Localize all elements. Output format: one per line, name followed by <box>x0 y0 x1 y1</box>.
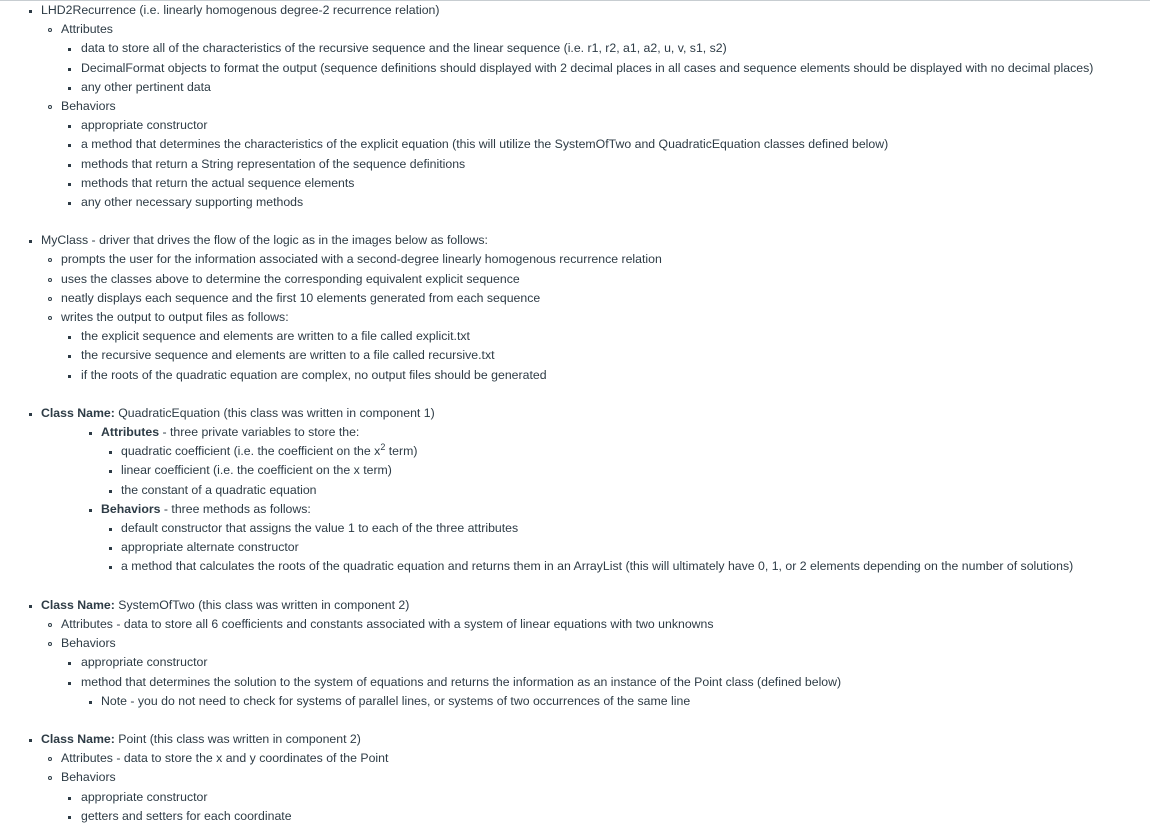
list-item: Attributes - data to store all 6 coefficients and constants associated with a system of linear equations with two unknowns <box>0 615 1150 634</box>
list-item: appropriate constructor <box>0 788 1150 807</box>
list-item: any other necessary supporting methods <box>0 193 1150 212</box>
list-item: uses the classes above to determine the corresponding equivalent explicit sequence <box>0 270 1150 289</box>
list-item: DecimalFormat objects to format the output (sequence definitions should displayed with 2 decimal places in all cases and sequence elements should be displayed with no decimal places) <box>0 59 1150 78</box>
class-name-label: Class Name: <box>41 597 115 612</box>
list-item: neatly displays each sequence and the first 10 elements generated from each sequence <box>0 289 1150 308</box>
class-name-label: Class Name: <box>41 731 115 746</box>
list-item: the recursive sequence and elements are written to a file called recursive.txt <box>0 346 1150 365</box>
list-item: method that determines the solution to the system of equations and returns the information as an instance of the Point class (defined below) <box>0 673 1150 692</box>
list-item: data to store all of the characteristics of the recursive sequence and the linear sequence (i.e. r1, r2, a1, a2, u, v, s1, s2) <box>0 39 1150 58</box>
quadratic-title: QuadraticEquation (this class was written in component 1) <box>114 405 435 420</box>
lhd2-attributes-heading: Attributes <box>0 20 1150 39</box>
spacer <box>0 385 1150 404</box>
list-item: the constant of a quadratic equation <box>0 481 1150 500</box>
list-item: a method that determines the characteristics of the explicit equation (this will utilize the SystemOfTwo and QuadraticEquation classes defined below) <box>0 135 1150 154</box>
system-title: SystemOfTwo (this class was written in component 2) <box>114 597 410 612</box>
list-item: methods that return the actual sequence elements <box>0 174 1150 193</box>
spacer <box>0 711 1150 730</box>
list-item: quadratic coefficient (i.e. the coefficient on the $x^2$ term) <box>0 442 1150 461</box>
quadratic-attributes-heading: Attributes - three private variables to store the: <box>0 423 1150 442</box>
list-item: Attributes - data to store the x and y coordinates of the Point <box>0 749 1150 768</box>
quadratic-behaviors-heading: Behaviors - three methods as follows: <box>0 500 1150 519</box>
list-item: appropriate alternate constructor <box>0 538 1150 557</box>
system-behaviors-heading: Behaviors <box>0 634 1150 653</box>
point-title: Point (this class was written in component 2) <box>114 731 361 746</box>
lhd2-section <box>0 1 1150 20</box>
list-item: a method that calculates the roots of the quadratic equation and returns them in an ArrayList (this will ultimately have 0, 1, or 2 elements depending on the number of solutions) <box>0 557 1150 576</box>
point-behaviors-heading: Behaviors <box>0 768 1150 787</box>
list-item: appropriate constructor <box>0 116 1150 135</box>
spacer <box>0 577 1150 596</box>
assignment-document <box>0 1 1150 826</box>
class-name-label: Class Name: <box>41 405 115 420</box>
lhd2-title: LHD2Recurrence (i.e. linearly homogenous degree-2 recurrence relation) <box>41 3 440 17</box>
class-spec-list <box>0 1 1150 826</box>
lhd2-behaviors-heading: Behaviors <box>0 97 1150 116</box>
spacer <box>0 212 1150 231</box>
quadratic-section <box>0 404 1150 423</box>
myclass-section <box>0 231 1150 250</box>
list-item: writes the output to output files as follows: <box>0 308 1150 327</box>
system-section <box>0 596 1150 615</box>
list-item: the explicit sequence and elements are written to a file called explicit.txt <box>0 327 1150 346</box>
list-item: getters and setters for each coordinate <box>0 807 1150 826</box>
list-item: prompts the user for the information associated with a second-degree linearly homogenous recurrence relation <box>0 250 1150 269</box>
list-item: if the roots of the quadratic equation are complex, no output files should be generated <box>0 366 1150 385</box>
point-section <box>0 730 1150 749</box>
myclass-title: MyClass - driver that drives the flow of the logic as in the images below as follows: <box>41 233 488 248</box>
list-item: default constructor that assigns the value 1 to each of the three attributes <box>0 519 1150 538</box>
list-item: appropriate constructor <box>0 653 1150 672</box>
list-item: linear coefficient (i.e. the coefficient on the x term) <box>0 461 1150 480</box>
list-item: methods that return a String representation of the sequence definitions <box>0 155 1150 174</box>
list-item: Note - you do not need to check for systems of parallel lines, or systems of two occurrences of the same line <box>0 692 1150 711</box>
list-item: any other pertinent data <box>0 78 1150 97</box>
